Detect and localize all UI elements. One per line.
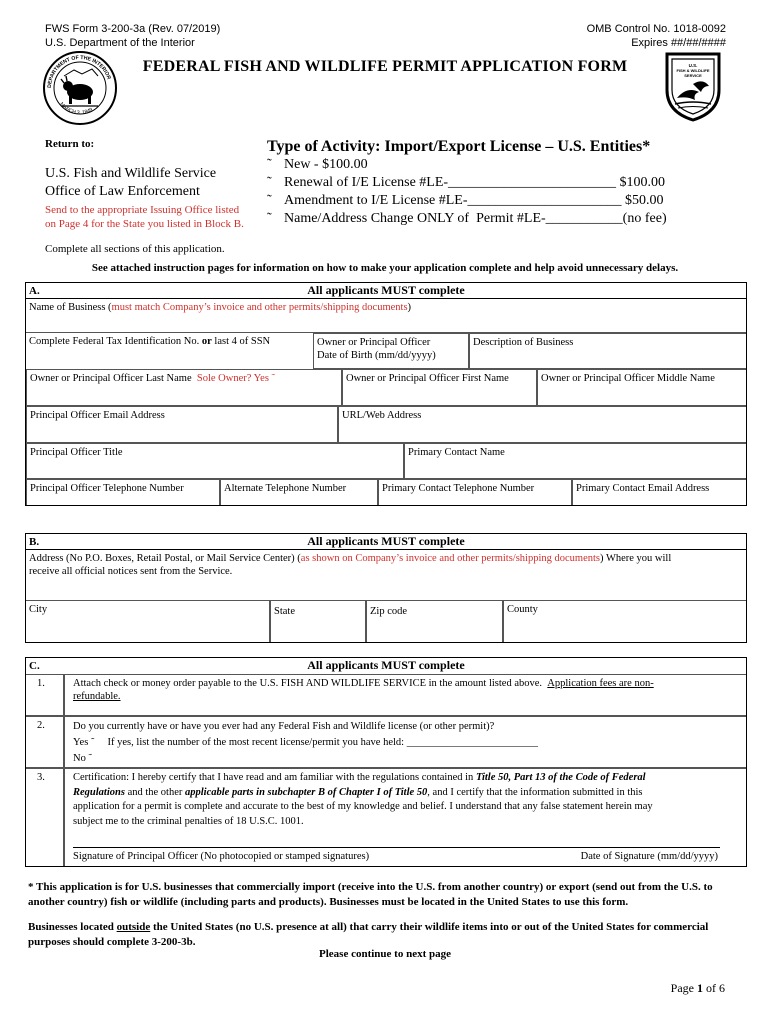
form-number: FWS Form 3-200-3a (Rev. 07/2019) [45,23,221,35]
return-to-label: Return to: [45,138,95,150]
signature-date-label: Date of Signature (mm/dd/yyyy) [580,851,718,862]
foreign-business-footnote [28,920,742,950]
section-a [25,282,747,506]
officer-phone-field[interactable] [26,479,220,505]
officer-title-field[interactable] [26,443,404,479]
us-business-footnote [28,880,742,910]
certification-title50: Title 50, Part 13 of the Code of Federal [475,772,646,783]
business-name-end: ) [407,302,412,313]
fees-nonrefundable-end: refundable. [73,691,121,702]
item-2-prior-license [64,716,746,768]
continue-note: Please continue to next page [319,948,451,960]
state-label: State [274,606,295,617]
business-name-note: must match Company’s invoice and other permits/shipping documents [111,302,408,313]
activity-option-label: New - $100.00 [284,157,368,172]
seal-top-text: DEPARTMENT OF THE INTERIOR [46,54,112,89]
seal-bottom-text: MARCH 3, 1849 [58,101,94,117]
footnote-line2: another country) fish or wildlife (including parts and products). Businesses must be located in the United States to use this form. [28,896,629,908]
tax-id-field[interactable] [26,333,313,369]
officer-title-label: Principal Officer Title [30,447,123,458]
section-b-header [26,534,746,550]
item-1-number-cell [26,674,64,716]
certification-text-4: subject me to the criminal penalties of 18 U.S.C. 1001. [73,815,304,827]
activity-option-label: Name/Address Change ONLY of Permit #LE-___________(no fee) [284,211,667,226]
checkbox-icon[interactable]: ˜ [267,193,272,208]
sole-owner-checkbox[interactable]: Sole Owner? Yes ˜ [196,373,276,384]
footnote-line1: * This application is for U.S. businesses that commercially import (receive into the U.S. from another country) or export (send out from the U.S. to [28,881,713,893]
section-b-heading: All applicants MUST complete [307,534,465,548]
item-3-certification [64,768,746,866]
city-label: City [29,604,48,615]
department-name: U.S. Department of the Interior [45,37,195,49]
state-field[interactable] [270,600,366,642]
fees-nonrefundable: Application fees are non- [547,678,654,689]
complete-all-instruction: Complete all sections of this application. [45,243,225,255]
see-attached-instruction: See attached instruction pages for information on how to make your application complete and help avoid unnecessary delays. [91,262,679,274]
email-field[interactable] [26,406,338,443]
issuing-office-note-line2: on Page 4 for the State you listed in Block B. [45,218,244,230]
contact-phone-field[interactable] [378,479,572,505]
omb-control-number: OMB Control No. 1018-0092 [586,23,726,35]
county-label: County [507,604,538,615]
checkbox-icon[interactable]: ˜ [267,175,272,190]
last-name-field[interactable] [26,369,342,406]
activity-type-title: Type of Activity: Import/Export License – U.S. Entities* [267,138,651,155]
page-label: Page [670,981,694,995]
expiration-date: Expires ##/##/#### [631,37,726,49]
business-name-field[interactable] [26,299,746,333]
address-label: Address (No P.O. Boxes, Retail Postal, or Mail Service Center) ( [29,553,301,564]
primary-contact-field[interactable] [404,443,746,479]
middle-name-label: Owner or Principal Officer Middle Name [541,373,715,384]
county-field[interactable] [503,600,746,642]
zip-label: Zip code [370,606,408,617]
signature-label: Signature of Principal Officer (No photocopied or stamped signatures) [73,851,370,862]
url-field[interactable] [338,406,746,443]
address-note: as shown on Company’s invoice and other permits/shipping documents [300,553,601,564]
alt-phone-label: Alternate Telephone Number [224,483,347,494]
return-address [45,165,216,201]
checkbox-icon[interactable]: ˜ [267,157,272,172]
last-name-label: Owner or Principal Officer Last Name [30,373,192,384]
item-1-payment [64,674,746,716]
section-c [25,657,747,867]
current-page: 1 [697,981,703,995]
prior-license-number-field[interactable]: If yes, list the number of the most recent license/permit you have held: _________________________ [107,737,538,748]
address-label-line2: receive all official notices sent from the Service. [29,566,233,577]
prior-license-no-checkbox[interactable]: No ˜ [73,753,92,764]
primary-contact-label: Primary Contact Name [408,447,505,458]
zip-field[interactable] [366,600,503,642]
business-description-field[interactable] [469,333,746,369]
foreign-footnote-a: Businesses located [28,921,114,933]
section-c-label: C. [29,660,40,672]
item-1-number: 1. [37,678,45,689]
ssn-label: last 4 of SSN [214,336,271,347]
fws-shield-logo-icon [663,50,723,122]
first-name-label: Owner or Principal Officer First Name [346,373,509,384]
activity-option-amendment[interactable] [267,193,664,209]
tax-id-or: or [201,336,212,347]
issuing-office-note [45,203,244,231]
office-line-1: U.S. Fish and Wildlife Service [45,166,217,181]
issuing-office-note-line1: Send to the appropriate Issuing Office listed [45,204,240,216]
logo-line3: SERVICE [684,73,702,78]
foreign-footnote-b: the United States (no U.S. presence at all) that carry their wildlife items into or out of the United States for commercial [153,921,709,933]
tax-id-label: Complete Federal Tax Identification No. [29,336,200,347]
dob-label-2: Date of Birth (mm/dd/yyyy) [317,350,436,361]
section-b [25,533,747,643]
city-field[interactable] [26,600,270,642]
foreign-footnote-line2: purposes should complete 3-200-3b. [28,936,196,948]
section-a-header [26,283,746,299]
contact-phone-label: Primary Contact Telephone Number [382,483,535,494]
item-3-number-cell [26,768,64,866]
certification-text-3: application for a permit is complete and accurate to the best of my knowledge and belief. I understand that any false statement herein may [73,801,653,812]
section-a-heading: All applicants MUST complete [307,283,465,297]
certification-subchapter: applicable parts in subchapter B of Chapter I of Title 50 [185,786,428,798]
first-name-field[interactable] [342,369,537,406]
item-2-number: 2. [37,720,45,731]
logo-line1: U.S. [688,63,698,68]
activity-option-label: Renewal of I/E License #LE-________________________ $100.00 [284,175,666,190]
item-2-number-cell [26,716,64,768]
page-total: of 6 [706,981,725,995]
prior-license-yes-checkbox[interactable]: Yes ˜ [73,737,95,748]
middle-name-field[interactable] [537,369,746,406]
logo-line2: FISH & WILDLIFE [676,68,710,73]
email-label: Principal Officer Email Address [30,410,165,421]
form-header-right [587,22,726,50]
activity-option-name-change[interactable] [267,211,667,227]
payment-instruction: Attach check or money order payable to the U.S. FISH AND WILDLIFE SERVICE in the amount listed above. [73,678,543,689]
prior-license-question: Do you currently have or have you ever had any Federal Fish and Wildlife license (or other permit)? [73,721,495,732]
contact-email-label: Primary Contact Email Address [576,483,710,494]
section-c-heading: All applicants MUST complete [307,658,465,672]
signature-line[interactable] [73,847,720,848]
certification-and-other: and the other [127,786,183,798]
certification-regulations: Regulations [73,786,125,798]
dob-label-1: Owner or Principal Officer [317,337,431,348]
business-name-label: Name of Business ( [29,302,112,313]
certification-text: Certification: I hereby certify that I have read and am familiar with the regulations contained in [73,772,474,783]
page-number [671,981,725,996]
foreign-footnote-outside: outside [116,921,151,933]
description-label: Description of Business [473,337,574,348]
page-title: FEDERAL FISH AND WILDLIFE PERMIT APPLICATION FORM [142,58,628,75]
officer-phone-label: Principal Officer Telephone Number [30,483,184,494]
address-field[interactable] [26,550,746,600]
dob-field[interactable] [313,333,469,369]
checkbox-icon[interactable]: ˜ [267,211,272,226]
section-c-header [26,658,746,674]
address-label-end: ) Where you will [600,553,672,564]
contact-email-field[interactable] [572,479,746,505]
url-label: URL/Web Address [342,410,422,421]
section-b-label: B. [29,536,40,548]
section-a-label: A. [29,285,40,297]
certification-text-2: , and I certify that the information submitted in this [427,786,643,798]
office-line-2: Office of Law Enforcement [45,184,200,199]
form-header-left [45,22,220,50]
item-3-number: 3. [37,772,45,783]
alt-phone-field[interactable] [220,479,378,505]
activity-option-new[interactable] [267,157,368,173]
activity-option-renewal[interactable] [267,175,665,191]
activity-option-label: Amendment to I/E License #LE-______________________ $50.00 [284,193,664,208]
